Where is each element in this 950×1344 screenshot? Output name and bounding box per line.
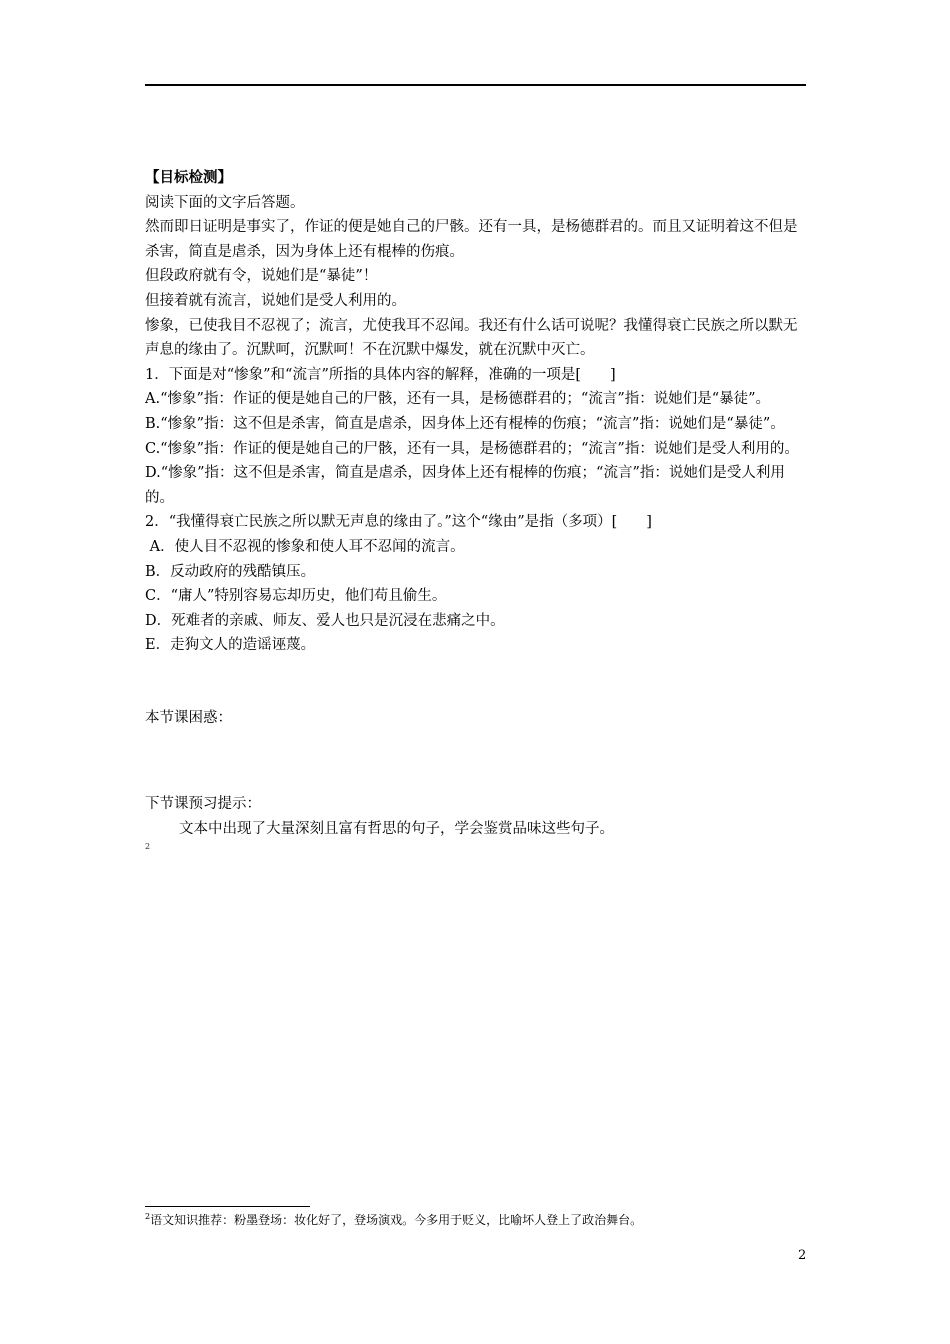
answer-option: D．死难者的亲戚、师友、爱人也只是沉浸在悲痛之中。 xyxy=(145,612,505,629)
header-rule xyxy=(145,84,806,86)
answer-option: E．走狗文人的造谣诬蔑。 xyxy=(145,637,316,654)
footnote xyxy=(145,1211,642,1228)
spacer xyxy=(145,730,810,792)
instruction: 阅读下面的文字后答题。 xyxy=(145,194,305,211)
footnote-text: 语文知识推荐：粉墨登场：妆化好了，登场演戏。今多用于贬义，比喻坏人登上了政治舞台。 xyxy=(150,1213,643,1227)
section-heading: 【目标检测】 xyxy=(145,170,232,186)
answer-option: C．“庸人”特别容易忘却历史，他们苟且偷生。 xyxy=(145,588,447,605)
answer-option: C.“惨象”指：作证的便是她自己的尸骸，还有一具，是杨德群君的；“流言”指：说她们是受人利用的。 xyxy=(145,440,799,457)
spacer xyxy=(145,658,810,706)
footnote-reference: 2 xyxy=(145,841,151,851)
reflection-label: 本节课困惑： xyxy=(145,709,232,726)
answer-option: A.“惨象”指：作证的便是她自己的尸骸，还有一具，是杨德群君的；“流言”指：说她们是“暴徒”。 xyxy=(145,391,771,408)
page-number: 2 xyxy=(798,1248,807,1263)
footnote-marker: 2 xyxy=(145,1212,151,1221)
preview-text: 文本中出现了大量深刻且富有哲思的句子，学会鉴赏品味这些句子。 xyxy=(179,821,614,838)
page-content xyxy=(145,166,810,852)
passage-paragraph: 但接着就有流言，说她们是受人利用的。 xyxy=(145,292,406,309)
footnote-rule xyxy=(145,1206,310,1207)
question-stem: 2．“我懂得衰亡民族之所以默无声息的缘由了。”这个“缘由”是指（多项）[ ] xyxy=(145,514,652,531)
answer-option: D.“惨象”指：这不但是杀害，简直是虐杀，因身体上还有棍棒的伤痕；“流言”指：说她们是受人利用的。 xyxy=(145,465,785,506)
preview-label: 下节课预习提示： xyxy=(145,796,261,813)
question-stem: 1．下面是对“惨象”和“流言”所指的具体内容的解释，准确的一项是[ ] xyxy=(145,366,616,383)
answer-option: B.“惨象”指：这不但是杀害，简直是虐杀，因身体上还有棍棒的伤痕；“流言”指：说她们是“暴徒”。 xyxy=(145,415,785,432)
passage-paragraph: 惨象，已使我目不忍视了；流言，尤使我耳不忍闻。我还有什么话可说呢？我懂得衰亡民族之所以默无声息的缘由了。沉默呵，沉默呵！不在沉默中爆发，就在沉默中灭亡。 xyxy=(145,317,798,359)
answer-option: B．反动政府的残酷镇压。 xyxy=(145,563,316,580)
passage-paragraph: 然而即日证明是事实了，作证的便是她自己的尸骸。还有一具，是杨德群君的。而且又证明着这不但是杀害，简直是虐杀，因为身体上还有棍棒的伤痕。 xyxy=(145,219,798,260)
answer-option: A．使人目不忍视的惨象和使人耳不忍闻的流言。 xyxy=(145,538,465,555)
passage-paragraph: 但段政府就有令，说她们是“暴徒”！ xyxy=(145,268,378,285)
